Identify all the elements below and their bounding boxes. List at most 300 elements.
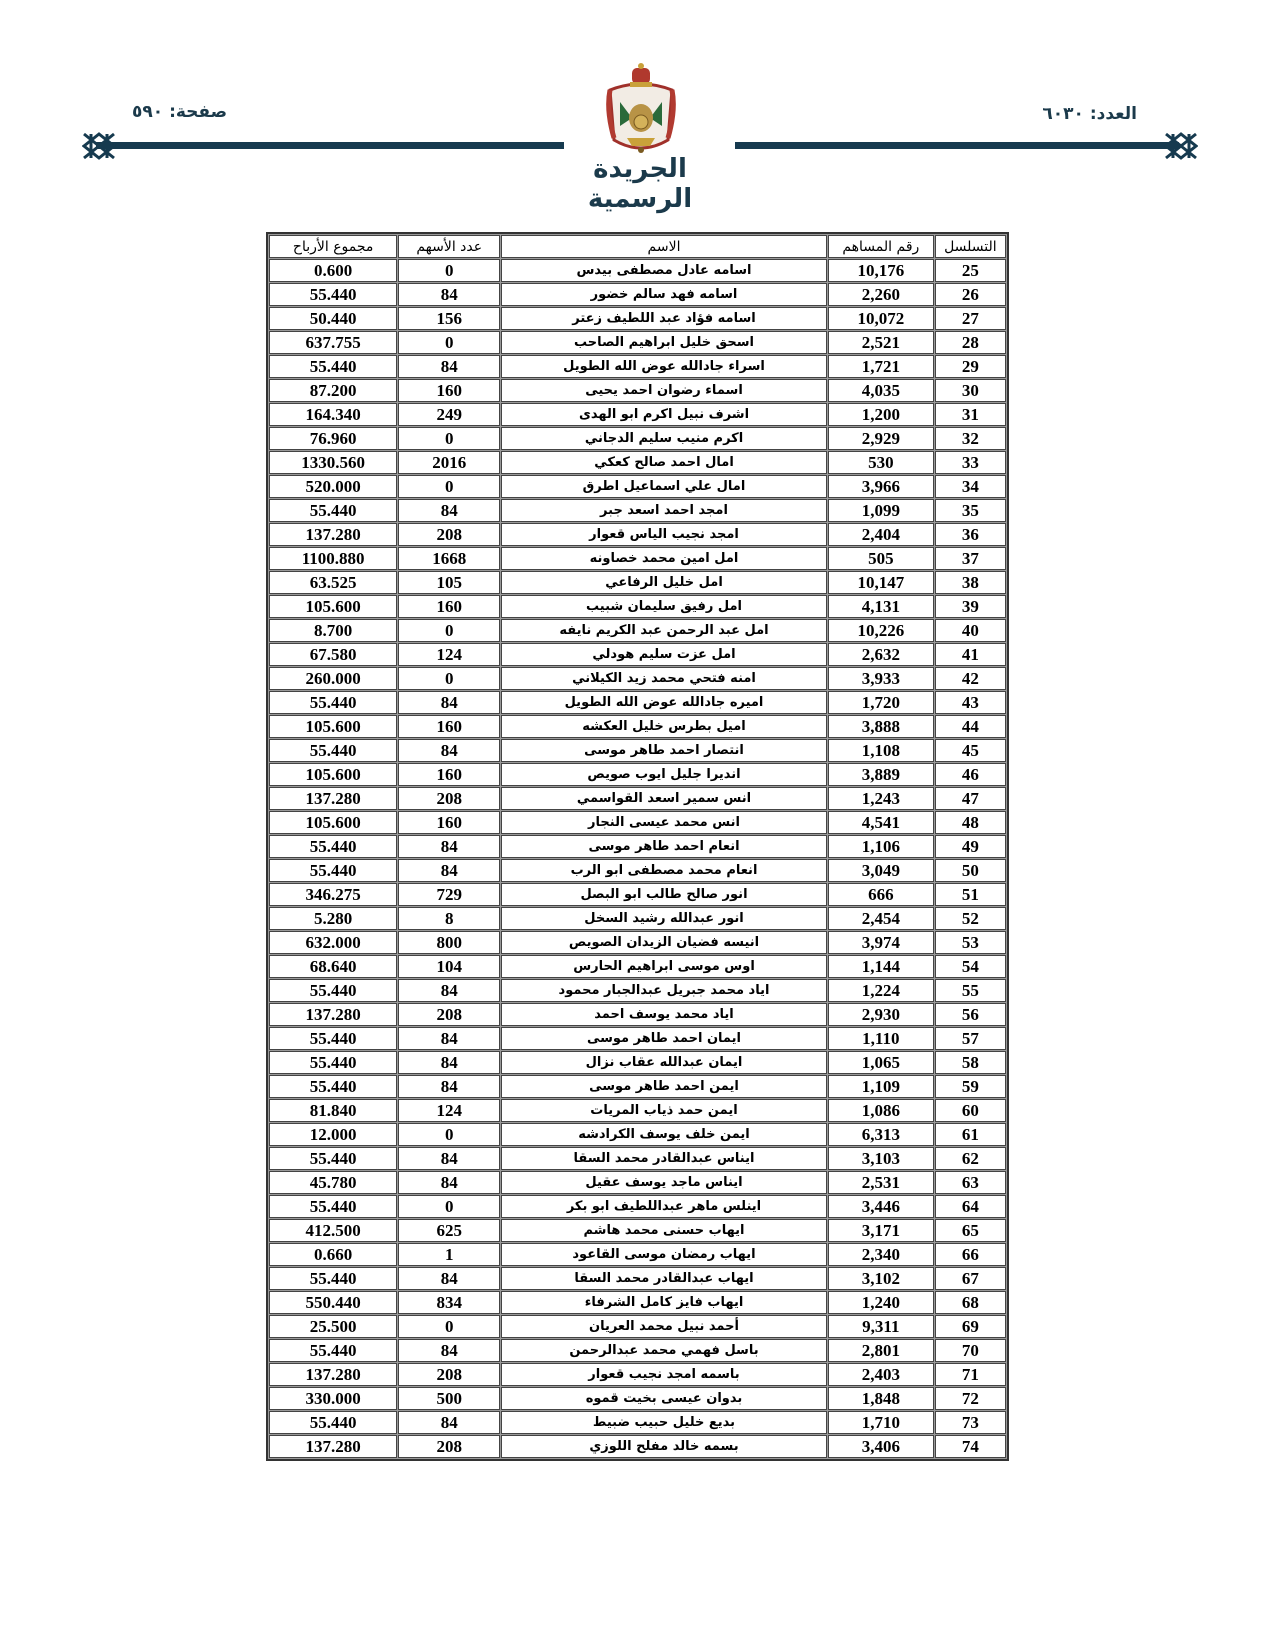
total-dividends-cell: 632.000 <box>269 931 397 954</box>
table-row <box>269 667 1006 690</box>
shareholders-table <box>266 232 1009 1461</box>
name-cell: امل خليل الرفاعي <box>501 571 827 594</box>
share-count-cell: 84 <box>398 355 500 378</box>
serial-cell: 56 <box>935 1003 1006 1026</box>
serial-cell: 49 <box>935 835 1006 858</box>
total-dividends-cell: 137.280 <box>269 1003 397 1026</box>
total-dividends-cell: 5.280 <box>269 907 397 930</box>
total-dividends-cell: 1100.880 <box>269 547 397 570</box>
total-dividends-cell: 81.840 <box>269 1099 397 1122</box>
share-count-cell: 208 <box>398 523 500 546</box>
serial-cell: 51 <box>935 883 1006 906</box>
table-row <box>269 259 1006 282</box>
name-cell: باسل فهمي محمد عبدالرحمن <box>501 1339 827 1362</box>
shareholder-number-cell: 2,403 <box>828 1363 934 1386</box>
shareholder-number-cell: 6,313 <box>828 1123 934 1146</box>
shareholder-number-cell: 10,072 <box>828 307 934 330</box>
name-cell: أحمد نبيل محمد العريان <box>501 1315 827 1338</box>
total-dividends-cell: 45.780 <box>269 1171 397 1194</box>
serial-cell: 48 <box>935 811 1006 834</box>
total-dividends-cell: 55.440 <box>269 355 397 378</box>
serial-cell: 63 <box>935 1171 1006 1194</box>
table-row <box>269 811 1006 834</box>
name-cell: امنه فتحي محمد زيد الكيلاني <box>501 667 827 690</box>
name-cell: انور عبدالله رشيد السخل <box>501 907 827 930</box>
serial-cell: 66 <box>935 1243 1006 1266</box>
name-cell: ايمن حمد ذياب المريات <box>501 1099 827 1122</box>
shareholder-number-cell: 1,720 <box>828 691 934 714</box>
share-count-cell: 84 <box>398 1027 500 1050</box>
share-count-cell: 0 <box>398 619 500 642</box>
name-cell: اياد محمد جبريل عبدالجبار محمود <box>501 979 827 1002</box>
share-count-cell: 84 <box>398 979 500 1002</box>
share-count-cell: 104 <box>398 955 500 978</box>
serial-cell: 41 <box>935 643 1006 666</box>
serial-cell: 60 <box>935 1099 1006 1122</box>
share-count-cell: 105 <box>398 571 500 594</box>
serial-cell: 54 <box>935 955 1006 978</box>
table-row <box>269 427 1006 450</box>
table-row <box>269 1267 1006 1290</box>
shareholder-number-cell: 2,260 <box>828 283 934 306</box>
shareholder-number-cell: 2,632 <box>828 643 934 666</box>
share-count-cell: 84 <box>398 283 500 306</box>
serial-cell: 33 <box>935 451 1006 474</box>
total-dividends-cell: 55.440 <box>269 1195 397 1218</box>
table-row <box>269 1027 1006 1050</box>
name-cell: امل امين محمد خصاونه <box>501 547 827 570</box>
serial-cell: 50 <box>935 859 1006 882</box>
table-row <box>269 307 1006 330</box>
total-dividends-cell: 25.500 <box>269 1315 397 1338</box>
table-row <box>269 1123 1006 1146</box>
shareholder-number-cell: 10,147 <box>828 571 934 594</box>
total-dividends-cell: 260.000 <box>269 667 397 690</box>
table-row <box>269 715 1006 738</box>
serial-cell: 36 <box>935 523 1006 546</box>
table-row <box>269 883 1006 906</box>
total-dividends-cell: 1330.560 <box>269 451 397 474</box>
table-row <box>269 451 1006 474</box>
total-dividends-cell: 412.500 <box>269 1219 397 1242</box>
share-count-cell: 160 <box>398 715 500 738</box>
serial-cell: 34 <box>935 475 1006 498</box>
table-row <box>269 331 1006 354</box>
name-cell: اوس موسى ابراهيم الحارس <box>501 955 827 978</box>
share-count-cell: 156 <box>398 307 500 330</box>
shareholder-number-cell: 3,446 <box>828 1195 934 1218</box>
total-dividends-cell: 63.525 <box>269 571 397 594</box>
shareholder-number-cell: 2,929 <box>828 427 934 450</box>
knot-ornament-icon <box>82 132 116 160</box>
name-cell: انتصار احمد طاهر موسى <box>501 739 827 762</box>
total-dividends-cell: 105.600 <box>269 763 397 786</box>
name-cell: اسراء جادالله عوض الله الطويل <box>501 355 827 378</box>
serial-cell: 26 <box>935 283 1006 306</box>
serial-cell: 59 <box>935 1075 1006 1098</box>
page-label: صفحة: <box>169 102 228 122</box>
total-dividends-cell: 87.200 <box>269 379 397 402</box>
serial-cell: 46 <box>935 763 1006 786</box>
name-cell: اميل بطرس خليل العكشه <box>501 715 827 738</box>
total-dividends-cell: 55.440 <box>269 1075 397 1098</box>
name-cell: امال علي اسماعيل اطرق <box>501 475 827 498</box>
name-cell: اميره جادالله عوض الله الطويل <box>501 691 827 714</box>
serial-cell: 58 <box>935 1051 1006 1074</box>
header-rule-left <box>96 142 564 149</box>
total-dividends-cell: 55.440 <box>269 1051 397 1074</box>
table-row <box>269 595 1006 618</box>
share-count-cell: 124 <box>398 643 500 666</box>
serial-cell: 39 <box>935 595 1006 618</box>
name-cell: انعام احمد طاهر موسى <box>501 835 827 858</box>
total-dividends-cell: 68.640 <box>269 955 397 978</box>
shareholder-number-cell: 10,226 <box>828 619 934 642</box>
share-count-cell: 84 <box>398 859 500 882</box>
share-count-cell: 84 <box>398 835 500 858</box>
shareholder-number-cell: 3,966 <box>828 475 934 498</box>
total-dividends-cell: 55.440 <box>269 283 397 306</box>
shareholder-number-cell: 505 <box>828 547 934 570</box>
table-header-row <box>269 235 1006 258</box>
name-cell: بدوان عيسى بخيت قموه <box>501 1387 827 1410</box>
name-cell: اسامه عادل مصطفى بيدس <box>501 259 827 282</box>
shareholder-number-cell: 2,930 <box>828 1003 934 1026</box>
shareholder-number-cell: 3,933 <box>828 667 934 690</box>
total-dividends-cell: 76.960 <box>269 427 397 450</box>
share-count-cell: 0 <box>398 1195 500 1218</box>
table-row <box>269 955 1006 978</box>
share-count-cell: 160 <box>398 379 500 402</box>
share-count-cell: 208 <box>398 787 500 810</box>
shareholder-number-cell: 1,086 <box>828 1099 934 1122</box>
shareholder-number-cell: 1,099 <box>828 499 934 522</box>
share-count-cell: 84 <box>398 1267 500 1290</box>
name-cell: باسمه امجد نجيب قعوار <box>501 1363 827 1386</box>
total-dividends-cell: 55.440 <box>269 835 397 858</box>
issue-number: ٦٠٣٠ <box>1042 104 1084 124</box>
serial-cell: 61 <box>935 1123 1006 1146</box>
table-row <box>269 547 1006 570</box>
total-dividends-cell: 137.280 <box>269 523 397 546</box>
shareholder-number-cell: 1,848 <box>828 1387 934 1410</box>
total-dividends-cell: 330.000 <box>269 1387 397 1410</box>
column-header-total-dividends: مجموع الأرباح <box>269 235 397 258</box>
table-row <box>269 1099 1006 1122</box>
serial-cell: 37 <box>935 547 1006 570</box>
table-row <box>269 1171 1006 1194</box>
table-row <box>269 1075 1006 1098</box>
name-cell: ايمان احمد طاهر موسى <box>501 1027 827 1050</box>
share-count-cell: 1668 <box>398 547 500 570</box>
serial-cell: 32 <box>935 427 1006 450</box>
name-cell: ايناس عبدالقادر محمد السقا <box>501 1147 827 1170</box>
total-dividends-cell: 520.000 <box>269 475 397 498</box>
share-count-cell: 208 <box>398 1363 500 1386</box>
shareholder-number-cell: 1,106 <box>828 835 934 858</box>
shareholder-number-cell: 530 <box>828 451 934 474</box>
table-row <box>269 1411 1006 1434</box>
total-dividends-cell: 55.440 <box>269 1027 397 1050</box>
serial-cell: 35 <box>935 499 1006 522</box>
serial-cell: 64 <box>935 1195 1006 1218</box>
serial-cell: 47 <box>935 787 1006 810</box>
name-cell: امل عبد الرحمن عبد الكريم نايفه <box>501 619 827 642</box>
shareholder-number-cell: 2,531 <box>828 1171 934 1194</box>
name-cell: بسمه خالد مفلح اللوزي <box>501 1435 827 1458</box>
share-count-cell: 124 <box>398 1099 500 1122</box>
royal-coat-of-arms-icon <box>602 60 680 158</box>
name-cell: ايناس ماجد يوسف عقيل <box>501 1171 827 1194</box>
share-count-cell: 84 <box>398 1411 500 1434</box>
shareholder-number-cell: 3,049 <box>828 859 934 882</box>
shareholder-number-cell: 10,176 <box>828 259 934 282</box>
table-row <box>269 355 1006 378</box>
total-dividends-cell: 55.440 <box>269 691 397 714</box>
total-dividends-cell: 137.280 <box>269 1435 397 1458</box>
name-cell: امال احمد صالح كعكي <box>501 451 827 474</box>
total-dividends-cell: 55.440 <box>269 499 397 522</box>
share-count-cell: 84 <box>398 1051 500 1074</box>
share-count-cell: 84 <box>398 739 500 762</box>
table-row <box>269 1147 1006 1170</box>
name-cell: انور صالح طالب ابو البصل <box>501 883 827 906</box>
serial-cell: 73 <box>935 1411 1006 1434</box>
shareholder-number-cell: 3,889 <box>828 763 934 786</box>
total-dividends-cell: 0.660 <box>269 1243 397 1266</box>
serial-cell: 45 <box>935 739 1006 762</box>
share-count-cell: 0 <box>398 1123 500 1146</box>
shareholder-number-cell: 2,404 <box>828 523 934 546</box>
share-count-cell: 0 <box>398 331 500 354</box>
shareholder-number-cell: 1,200 <box>828 403 934 426</box>
share-count-cell: 0 <box>398 1315 500 1338</box>
serial-cell: 62 <box>935 1147 1006 1170</box>
name-cell: امل رفيق سليمان شبيب <box>501 595 827 618</box>
serial-cell: 71 <box>935 1363 1006 1386</box>
share-count-cell: 84 <box>398 691 500 714</box>
total-dividends-cell: 55.440 <box>269 739 397 762</box>
total-dividends-cell: 55.440 <box>269 979 397 1002</box>
name-cell: اسامه فؤاد عبد اللطيف زعتر <box>501 307 827 330</box>
serial-cell: 52 <box>935 907 1006 930</box>
share-count-cell: 84 <box>398 1171 500 1194</box>
shareholder-number-cell: 3,102 <box>828 1267 934 1290</box>
column-header-name: الاسم <box>501 235 827 258</box>
serial-cell: 65 <box>935 1219 1006 1242</box>
shareholder-number-cell: 1,243 <box>828 787 934 810</box>
total-dividends-cell: 55.440 <box>269 1411 397 1434</box>
share-count-cell: 208 <box>398 1435 500 1458</box>
serial-cell: 42 <box>935 667 1006 690</box>
share-count-cell: 834 <box>398 1291 500 1314</box>
shareholder-number-cell: 1,109 <box>828 1075 934 1098</box>
total-dividends-cell: 55.440 <box>269 1267 397 1290</box>
column-header-share-count: عدد الأسهم <box>398 235 500 258</box>
shareholder-number-cell: 1,240 <box>828 1291 934 1314</box>
serial-cell: 74 <box>935 1435 1006 1458</box>
table-row <box>269 403 1006 426</box>
shareholder-number-cell: 1,224 <box>828 979 934 1002</box>
shareholder-number-cell: 1,065 <box>828 1051 934 1074</box>
table-row <box>269 979 1006 1002</box>
total-dividends-cell: 637.755 <box>269 331 397 354</box>
name-cell: ايهاب فايز كامل الشرفاء <box>501 1291 827 1314</box>
share-count-cell: 208 <box>398 1003 500 1026</box>
table-row <box>269 1195 1006 1218</box>
share-count-cell: 249 <box>398 403 500 426</box>
serial-cell: 40 <box>935 619 1006 642</box>
table-row <box>269 739 1006 762</box>
serial-cell: 28 <box>935 331 1006 354</box>
page-number-header <box>132 102 227 122</box>
serial-cell: 43 <box>935 691 1006 714</box>
shareholder-number-cell: 3,103 <box>828 1147 934 1170</box>
name-cell: انس محمد عيسى النجار <box>501 811 827 834</box>
table-row <box>269 1243 1006 1266</box>
shareholder-number-cell: 1,721 <box>828 355 934 378</box>
table-row <box>269 1291 1006 1314</box>
header-rule-right <box>735 142 1179 149</box>
name-cell: اشرف نبيل اكرم ابو الهدى <box>501 403 827 426</box>
serial-cell: 72 <box>935 1387 1006 1410</box>
name-cell: اينلس ماهر عبداللطيف ابو بكر <box>501 1195 827 1218</box>
table-row <box>269 787 1006 810</box>
serial-cell: 68 <box>935 1291 1006 1314</box>
column-header-shareholder-number: رقم المساهم <box>828 235 934 258</box>
serial-cell: 55 <box>935 979 1006 1002</box>
serial-cell: 57 <box>935 1027 1006 1050</box>
name-cell: اسحق خليل ابراهيم الصاحب <box>501 331 827 354</box>
total-dividends-cell: 164.340 <box>269 403 397 426</box>
column-header-serial: التسلسل <box>935 235 1006 258</box>
share-count-cell: 729 <box>398 883 500 906</box>
share-count-cell: 84 <box>398 499 500 522</box>
name-cell: اسماء رضوان احمد يحيى <box>501 379 827 402</box>
table-row <box>269 835 1006 858</box>
serial-cell: 29 <box>935 355 1006 378</box>
name-cell: اكرم منيب سليم الدجاني <box>501 427 827 450</box>
share-count-cell: 160 <box>398 811 500 834</box>
share-count-cell: 160 <box>398 763 500 786</box>
name-cell: امل عزت سليم هودلي <box>501 643 827 666</box>
serial-cell: 70 <box>935 1339 1006 1362</box>
shareholder-number-cell: 2,454 <box>828 907 934 930</box>
total-dividends-cell: 0.600 <box>269 259 397 282</box>
total-dividends-cell: 105.600 <box>269 595 397 618</box>
table-row <box>269 691 1006 714</box>
table-row <box>269 1387 1006 1410</box>
shareholder-number-cell: 1,710 <box>828 1411 934 1434</box>
shareholder-number-cell: 2,521 <box>828 331 934 354</box>
total-dividends-cell: 55.440 <box>269 1147 397 1170</box>
total-dividends-cell: 50.440 <box>269 307 397 330</box>
name-cell: ايمان عبدالله عقاب نزال <box>501 1051 827 1074</box>
table-row <box>269 1339 1006 1362</box>
serial-cell: 44 <box>935 715 1006 738</box>
table-row <box>269 1051 1006 1074</box>
name-cell: ايهاب رمضان موسى القاعود <box>501 1243 827 1266</box>
serial-cell: 67 <box>935 1267 1006 1290</box>
name-cell: ايهاب حسنى محمد هاشم <box>501 1219 827 1242</box>
serial-cell: 30 <box>935 379 1006 402</box>
table-row <box>269 283 1006 306</box>
shareholder-number-cell: 3,974 <box>828 931 934 954</box>
table-row <box>269 499 1006 522</box>
share-count-cell: 0 <box>398 259 500 282</box>
issue-number-header <box>1042 104 1137 124</box>
gazette-title: الجريدة الرسمية <box>587 154 693 214</box>
knot-ornament-icon <box>1164 132 1198 160</box>
share-count-cell: 8 <box>398 907 500 930</box>
table-row <box>269 907 1006 930</box>
table-row <box>269 1435 1006 1458</box>
table-row <box>269 1219 1006 1242</box>
total-dividends-cell: 105.600 <box>269 715 397 738</box>
name-cell: بديع خليل حبيب ضبيط <box>501 1411 827 1434</box>
total-dividends-cell: 105.600 <box>269 811 397 834</box>
table-row <box>269 571 1006 594</box>
serial-cell: 38 <box>935 571 1006 594</box>
table-row <box>269 379 1006 402</box>
name-cell: امجد نجيب الياس قعوار <box>501 523 827 546</box>
table-row <box>269 763 1006 786</box>
name-cell: اياد محمد يوسف احمد <box>501 1003 827 1026</box>
shareholder-number-cell: 1,110 <box>828 1027 934 1050</box>
total-dividends-cell: 346.275 <box>269 883 397 906</box>
shareholder-number-cell: 2,801 <box>828 1339 934 1362</box>
shareholder-number-cell: 1,108 <box>828 739 934 762</box>
serial-cell: 25 <box>935 259 1006 282</box>
share-count-cell: 84 <box>398 1339 500 1362</box>
serial-cell: 31 <box>935 403 1006 426</box>
name-cell: انديرا جليل ايوب صويص <box>501 763 827 786</box>
shareholder-number-cell: 4,131 <box>828 595 934 618</box>
share-count-cell: 160 <box>398 595 500 618</box>
share-count-cell: 800 <box>398 931 500 954</box>
total-dividends-cell: 137.280 <box>269 787 397 810</box>
table-row <box>269 1003 1006 1026</box>
share-count-cell: 1 <box>398 1243 500 1266</box>
table-row <box>269 619 1006 642</box>
shareholder-number-cell: 9,311 <box>828 1315 934 1338</box>
name-cell: انعام محمد مصطفى ابو الرب <box>501 859 827 882</box>
shareholder-number-cell: 3,406 <box>828 1435 934 1458</box>
share-count-cell: 84 <box>398 1147 500 1170</box>
table-row <box>269 523 1006 546</box>
serial-cell: 69 <box>935 1315 1006 1338</box>
table-row <box>269 931 1006 954</box>
shareholder-number-cell: 3,888 <box>828 715 934 738</box>
table-row <box>269 1315 1006 1338</box>
name-cell: ايهاب عبدالقادر محمد السقا <box>501 1267 827 1290</box>
share-count-cell: 0 <box>398 475 500 498</box>
share-count-cell: 625 <box>398 1219 500 1242</box>
share-count-cell: 0 <box>398 427 500 450</box>
serial-cell: 53 <box>935 931 1006 954</box>
total-dividends-cell: 8.700 <box>269 619 397 642</box>
name-cell: امجد احمد اسعد جبر <box>501 499 827 522</box>
serial-cell: 27 <box>935 307 1006 330</box>
shareholder-number-cell: 1,144 <box>828 955 934 978</box>
table-row <box>269 1363 1006 1386</box>
name-cell: انس سمير اسعد القواسمي <box>501 787 827 810</box>
total-dividends-cell: 67.580 <box>269 643 397 666</box>
name-cell: ايمن احمد طاهر موسى <box>501 1075 827 1098</box>
shareholder-number-cell: 666 <box>828 883 934 906</box>
shareholder-number-cell: 3,171 <box>828 1219 934 1242</box>
table-row <box>269 475 1006 498</box>
